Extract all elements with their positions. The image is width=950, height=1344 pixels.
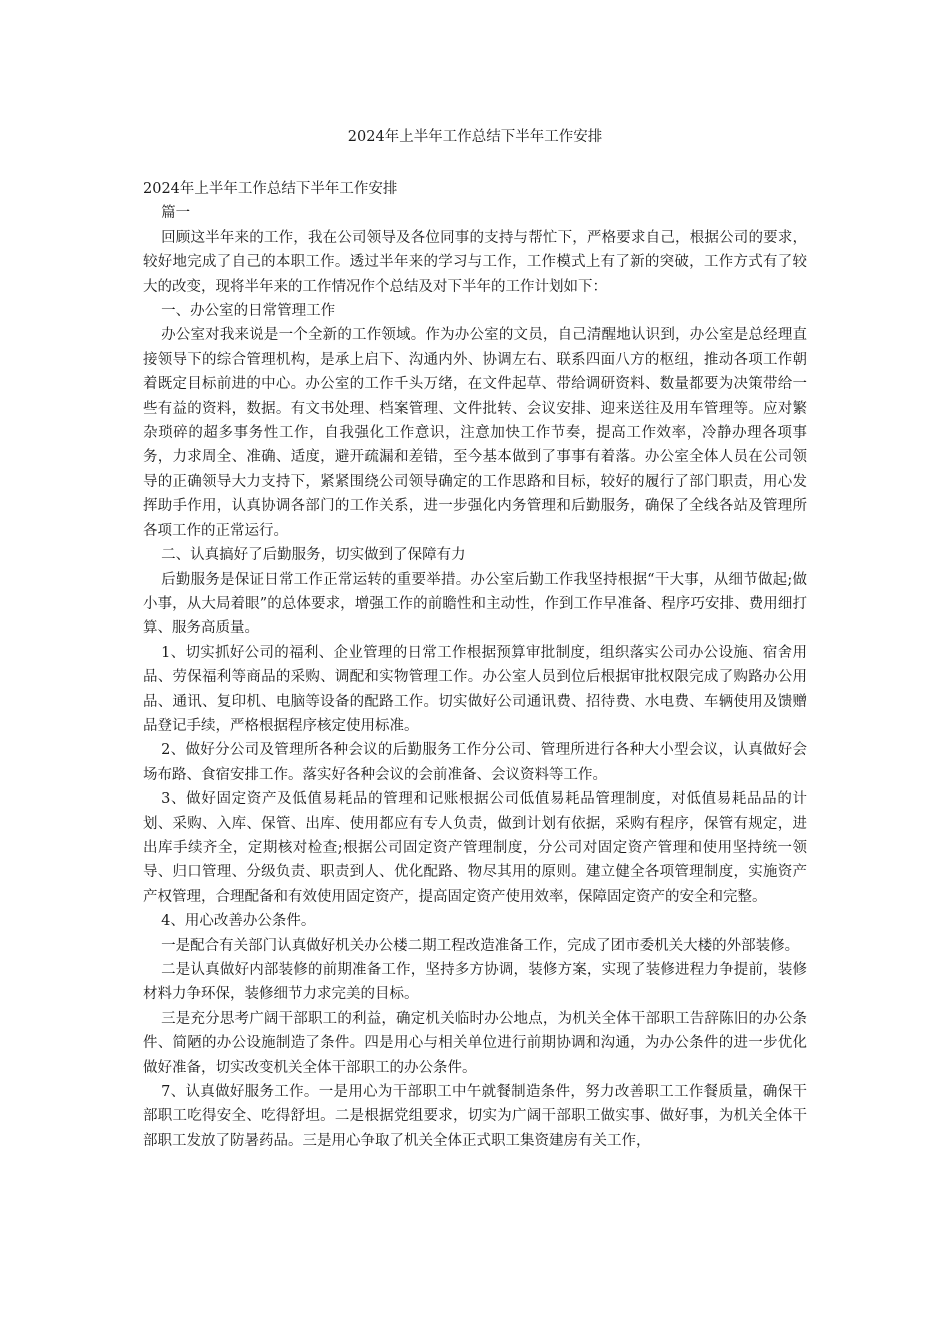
paragraph: 回顾这半年来的工作，我在公司领导及各位同事的支持与帮忙下，严格要求自己，根据公司的要求，较好地完成了自己的本职工作。透过半年来的学习与工作，工作模式上有了新的突破，工作方式有了较大的改变，现将半年来的工作情况作个总结及对下半年的工作计划如下： — [143, 229, 807, 295]
document-title: 2024年上半年工作总结下半年工作安排 — [347, 129, 603, 145]
paragraph: 4、用心改善办公条件。 — [161, 913, 316, 930]
section-heading: 二、认真搞好了后勤服务，切实做到了保障有力 — [161, 547, 466, 564]
paragraph: 1、切实抓好公司的福利、企业管理的日常工作根据预算审批制度，组织落实公司办公设施、宿舍用品、劳保福利等商品的采购、调配和实物管理工作。办公室人员到位后根据审批权限完成了购路办公用品、通讯、复印机、电脑等设备的配路工作。切实做好公司通讯费、招待费、水电费、车辆使用及馈赠品登记手续，严格根据程序核定使用标准。 — [143, 644, 807, 734]
paragraph: 2、做好分公司及管理所各种会议的后勤服务工作分公司、管理所进行各种大小型会议，认真做好会场布路、食宿安排工作。落实好各种会议的会前准备、会议资料等工作。 — [143, 742, 807, 783]
document-body — [143, 177, 807, 1153]
paragraph: 二是认真做好内部装修的前期准备工作，坚持多方协调，装修方案，实现了装修进程力争提前，装修材料力争环保，装修细节力求完美的目标。 — [143, 962, 807, 1003]
paragraph: 办公室对我来说是一个全新的工作领域。作为办公室的文员，自己清醒地认识到，办公室是总经理直接领导下的综合管理机构，是承上启下、沟通内外、协调左右、联系四面八方的枢纽，推动各项工作朝着既定目标前进的中心。办公室的工作千头万绪，在文件起草、带给调研资料、数量都要为决策带给一些有益的资料，数据。有文书处理、档案管理、文件批转、会议安排、迎来送往及用车管理等。应对繁杂琐碎的超多事务性工作，自我强化工作意识，注意加快工作节奏，提高工作效率，冷静办理各项事务，力求周全、准确、适度，避开疏漏和差错，至今基本做到了事事有着落。办公室全体人员在公司领导的正确领导大力支持下，紧紧围绕公司领导确定的工作思路和目标，较好的履行了部门职责，用心发挥助手作用，认真协调各部门的工作关系，进一步强化内务管理和后勤服务，确保了全线各站及管理所各项工作的正常运行。 — [143, 327, 807, 539]
section-heading: 一、办公室的日常管理工作 — [161, 303, 336, 320]
section-label: 篇一 — [161, 205, 191, 222]
paragraph: 3、做好固定资产及低值易耗品的管理和记账根据公司低值易耗品管理制度，对低值易耗品品的计划、采购、入库、保管、出库、使用都应有专人负责，做到计划有依据，采购有程序，保管有规定，进出库手续齐全，定期核对检查;根据公司固定资产管理制度，分公司对固定资产管理和使用坚持统一领导、归口管理、分级负责、职责到人、优化配路、物尽其用的原则。建立健全各项管理制度，实施资产产权管理，合理配备和有效使用固定资产，提高固定资产使用效率，保障固定资产的安全和完整。 — [143, 791, 807, 905]
paragraph: 三是充分思考广阔干部职工的利益，确定机关临时办公地点，为机关全体干部职工告辞陈旧的办公条件、简陋的办公设施制造了条件。四是用心与相关单位进行前期协调和沟通，为办公条件的进一步优化做好准备，切实改变机关全体干部职工的办公条件。 — [143, 1010, 807, 1076]
body-heading: 2024年上半年工作总结下半年工作安排 — [143, 181, 398, 197]
paragraph: 一是配合有关部门认真做好机关办公楼二期工程改造准备工作，完成了团市委机关大楼的外部装修。 — [161, 937, 800, 954]
paragraph: 7、认真做好服务工作。一是用心为干部职工中午就餐制造条件，努力改善职工工作餐质量，确保干部职工吃得安全、吃得舒坦。二是根据党组要求，切实为广阔干部职工做实事、做好事，为机关全体干部职工发放了防暑药品。三是用心争取了机关全体正式职工集资建房有关工作， — [143, 1084, 807, 1149]
paragraph: 后勤服务是保证日常工作正常运转的重要举措。办公室后勤工作我坚持根据“干大事，从细节做起;做小事，从大局着眼”的总体要求，增强工作的前瞻性和主动性，作到工作早准备、程序巧安排、费用细打算、服务高质量。 — [143, 571, 807, 637]
